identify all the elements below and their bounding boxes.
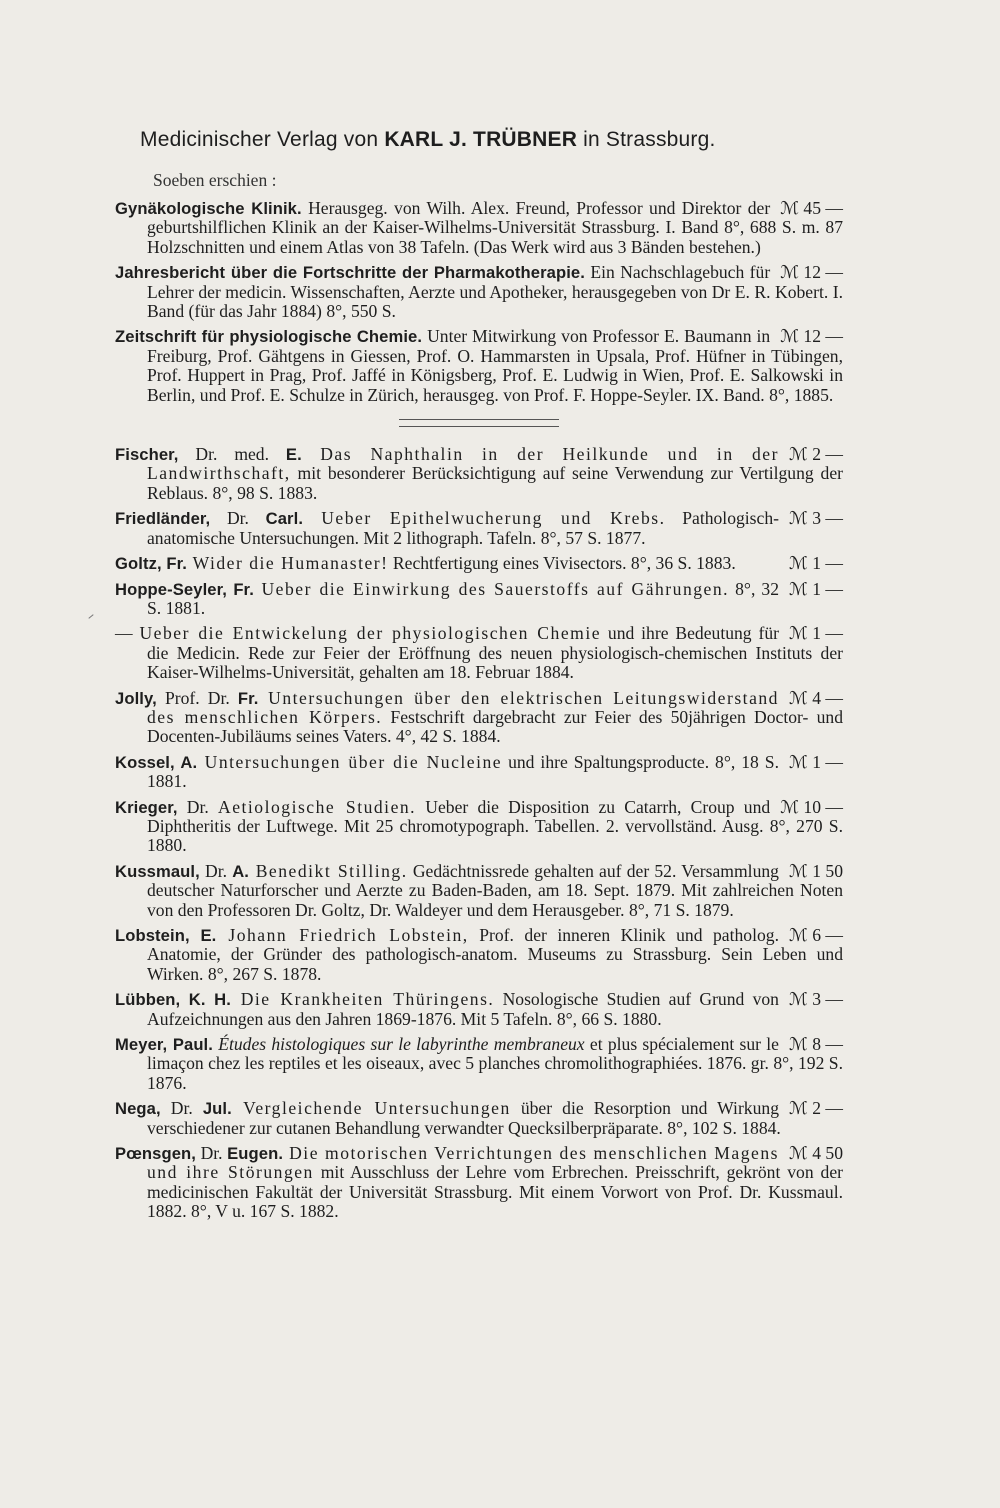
entry-text: Unter Mitwirkung von Professor E. Baumann in Freiburg, Prof. Gähtgens in Giessen, Prof. O. Hammarsten in Upsala, Prof. Hüfner in Tübingen, Prof. Huppert in Prag, Prof. Jaffé in Königsberg, Prof. E. Ludwig in Wien, Prof. E. Salkowski in Berlin, und Prof. E. Schulze in Zürich, herausgeg. von Prof. F. Hoppe-Seyler. IX. Band. 8°, 1885. (147, 326, 843, 405)
entry-price: ℳ 45 — (780, 198, 843, 218)
catalog-entry (115, 990, 843, 1029)
entry-price: ℳ 2 — (788, 1098, 843, 1119)
entry-author: Kossel, A. (115, 752, 198, 772)
catalog-entry (115, 509, 843, 548)
entry-details: Nosologische Studien auf Grund von Aufzeichnungen aus den Jahren 1869-1876. Mit 5 Tafeln. 8°, 66 S. 1880. (147, 989, 779, 1029)
entry-details: und ihre Spaltungsproducte. 8°, 18 S. 1881. (147, 751, 779, 792)
entry-given-name: Fr. (237, 688, 259, 708)
entry-title: Aetiologische Studien. (218, 796, 417, 817)
header-place: in Strassburg. (583, 128, 716, 151)
entry-details: Ueber die Disposition zu Catarrh, Croup und Diphtheritis der Luftwege. Mit 25 chromotypograph. Tabellen. 2. vervollständ. Ausg. 8°, 270 S. 1880. (147, 796, 843, 856)
catalog-entry (115, 263, 843, 321)
entry-author: Jolly, (115, 688, 157, 708)
header-prefix: Medicinischer Verlag von (140, 128, 379, 151)
entry-given-name: Jul. (202, 1099, 232, 1119)
entry-author: Meyer, Paul. (115, 1035, 213, 1055)
entry-title: Wider die Humanaster! (187, 553, 389, 574)
entry-title: Ueber Epithelwucherung und Krebs. (303, 508, 666, 529)
catalog-entry (115, 199, 843, 257)
entry-details: et plus spécialement sur le limaçon chez les reptiles et les oiseaux, avec 5 planches chromolithographiées. 1876. gr. 8°, 192 S. 1876. (147, 1034, 843, 1093)
entry-author: Fischer, (115, 445, 179, 465)
entry-price: ℳ 4 50 (788, 1143, 843, 1164)
entry-details: Prof. der inneren Klinik und patholog. Anatomie, der Gründer des pathologisch-anatom. Museums zu Strassburg. Sein Leben und Wirken. 8°, 267 S. 1878. (147, 925, 843, 984)
intro-line: Soeben erschien : (153, 170, 277, 190)
entry-prefix: — (115, 623, 140, 644)
entry-details: und ihre Bedeutung für die Medicin. Rede zur Feier der Eröffnung des neuen physiologisch-chemischen Instituts der Kaiser-Wilhelms-Universität, gehalten am 18. Februar 1884. (147, 623, 843, 683)
entry-title: Benedikt Stilling. (249, 860, 408, 881)
entry-author: Pœnsgen, (115, 1144, 197, 1164)
entry-text: Herausgeg. von Wilh. Alex. Freund, Professor und Direktor der geburtshilflichen Klinik an der Kaiser-Wilhelms-Universität Strassburg. I. Band 8°, 688 S. m. 87 Holzschnitten und einem Atlas von 38 Tafeln. (Das Werk wird aus 3 Bänden bestehen.) (147, 198, 843, 257)
catalog-entry (115, 926, 843, 984)
entry-details: Rechtfertigung eines Vivisectors. 8°, 36 S. 1883. (388, 553, 736, 574)
entry-details: Festschrift dargebracht zur Feier des 50jährigen Doctor- und Docenten-Jubiläums seines Vaters. 4°, 42 S. 1884. (147, 706, 843, 747)
catalog-entry (115, 327, 843, 405)
entry-price: ℳ 1 — (788, 751, 843, 772)
entry-price: ℳ 1 — (788, 578, 843, 599)
catalog-entry (115, 689, 843, 747)
catalog-entry (115, 1099, 843, 1138)
entry-author: Nega, (115, 1099, 161, 1119)
entry-author: Hoppe-Seyler, Fr. (115, 579, 254, 599)
entry-given-name: A. (232, 861, 249, 881)
entry-title: Johann Friedrich Lobstein, (216, 925, 469, 945)
entry-prefix: Dr. (196, 1143, 228, 1164)
entry-prefix: Dr. med. (178, 444, 286, 465)
entry-given-name: Carl. (265, 509, 304, 529)
entry-price: ℳ 3 — (788, 508, 843, 529)
entry-author: Lobstein, E. (115, 926, 217, 945)
entry-details: über die Resorption und Wirkung verschiedener zur cutanen Behandlung verwandter Quecksilberpräparate. 8°, 102 S. 1884. (147, 1098, 781, 1138)
entry-author: Goltz, Fr. (115, 554, 187, 574)
entry-title: Untersuchungen über den elektrischen Leitungswiderstand des menschlichen Körpers. (147, 687, 779, 727)
catalog-content (115, 170, 843, 1228)
entry-prefix: Dr. (177, 796, 218, 817)
section-divider (399, 419, 559, 427)
entry-price: ℳ 4 — (788, 687, 843, 708)
entry-price: ℳ 3 — (788, 989, 843, 1010)
header-publisher: KARL J. TRÜBNER (384, 128, 578, 151)
catalog-entry (115, 862, 843, 920)
entry-title: Das Naphthalin in der Heilkunde und in der Landwirthschaft, (147, 444, 779, 484)
entry-author: Jahresbericht über die Fortschritte der Pharmakotherapie. (115, 263, 585, 283)
entry-price: ℳ 6 — (788, 925, 843, 945)
entry-text: Ein Nachschlagebuch für Lehrer der medicin. Wissenschaften, Aerzte und Apotheker, herausgegeben von Dr E. R. Kobert. I. Band (für das Jahr 1884) 8°, 550 S. (147, 262, 843, 322)
entry-price: ℳ 12 — (780, 262, 843, 283)
entry-author: Zeitschrift für physiologische Chemie. (115, 327, 423, 347)
entry-price: ℳ 1 50 (788, 860, 843, 881)
entry-price: ℳ 10 — (780, 796, 843, 817)
entry-author: Lübben, K. H. (115, 990, 231, 1010)
entry-title: Études histologiques sur le labyrinthe membraneux (212, 1034, 585, 1055)
entry-title: Die Krankheiten Thüringens. (230, 989, 495, 1010)
entry-prefix: Prof. Dr. (156, 687, 238, 708)
entry-details: 8°, 32 S. 1881. (147, 578, 779, 618)
catalog-entry (115, 445, 843, 503)
new-publications-list (115, 199, 843, 405)
entry-given-name: Eugen. (227, 1144, 284, 1164)
entry-author: Krieger, (115, 797, 178, 817)
entry-author: Gynäkologische Klinik. (115, 199, 302, 218)
catalog-entry (115, 1035, 843, 1093)
entry-prefix: Dr. (199, 860, 233, 881)
catalog-entry (115, 1144, 843, 1222)
catalog-entry (115, 798, 843, 856)
entry-price: ℳ 2 — (788, 444, 843, 465)
entry-price: ℳ 8 — (788, 1034, 843, 1055)
entry-prefix: Dr. (210, 508, 266, 529)
entry-details: mit besonderer Berücksichtigung auf seine Verwendung zur Vertilgung der Reblaus. 8°, 98 S. 1883. (147, 463, 843, 503)
catalog-list (115, 445, 843, 1222)
entry-author: Friedländer, (115, 509, 211, 529)
catalog-entry (115, 580, 843, 619)
entry-title: Ueber die Entwickelung der physiologischen Chemie (139, 623, 602, 644)
entry-details: mit Ausschluss der Lehre vom Erbrechen. Preisschrift, gekrönt von der medicinischen Fakultät der Universität Strassburg. Mit einem Vorwort von Prof. Dr. Kussmaul. 1882. 8°, V u. 167 S. 1882. (147, 1162, 843, 1222)
entry-details: Gedächtnissrede gehalten auf der 52. Versammlung deutscher Naturforscher und Aerzte zu Baden-Baden, am 18. Sept. 1879. Mit zahlreichen Noten von den Professoren Dr. Goltz, Dr. Waldeyer und dem Herausgeber. 8°, 71 S. 1879. (147, 860, 843, 920)
entry-title: Untersuchungen über die Nucleine (197, 751, 503, 772)
entry-price: ℳ 12 — (780, 326, 843, 347)
entry-price: ℳ 1 — (788, 553, 843, 574)
entry-details: Pathologisch-anatomische Untersuchungen. Mit 2 lithograph. Tafeln. 8°, 57 S. 1877. (147, 508, 779, 548)
entry-given-name: E. (285, 445, 302, 465)
catalog-entry (115, 554, 843, 573)
catalog-entry (115, 624, 843, 682)
entry-price: ℳ 1 — (788, 623, 843, 644)
page-header (140, 128, 840, 152)
paper-mark (88, 614, 93, 619)
entry-title: Ueber die Einwirkung des Sauerstoffs auf Gährungen. (253, 578, 730, 599)
entry-author: Kussmaul, (115, 861, 200, 881)
entry-prefix: Dr. (160, 1098, 203, 1119)
catalog-entry (115, 753, 843, 792)
entry-title: Vergleichende Untersuchungen (231, 1098, 511, 1119)
entry-title: Die motorischen Verrichtungen des menschlichen Magens und ihre Störungen (147, 1143, 779, 1183)
